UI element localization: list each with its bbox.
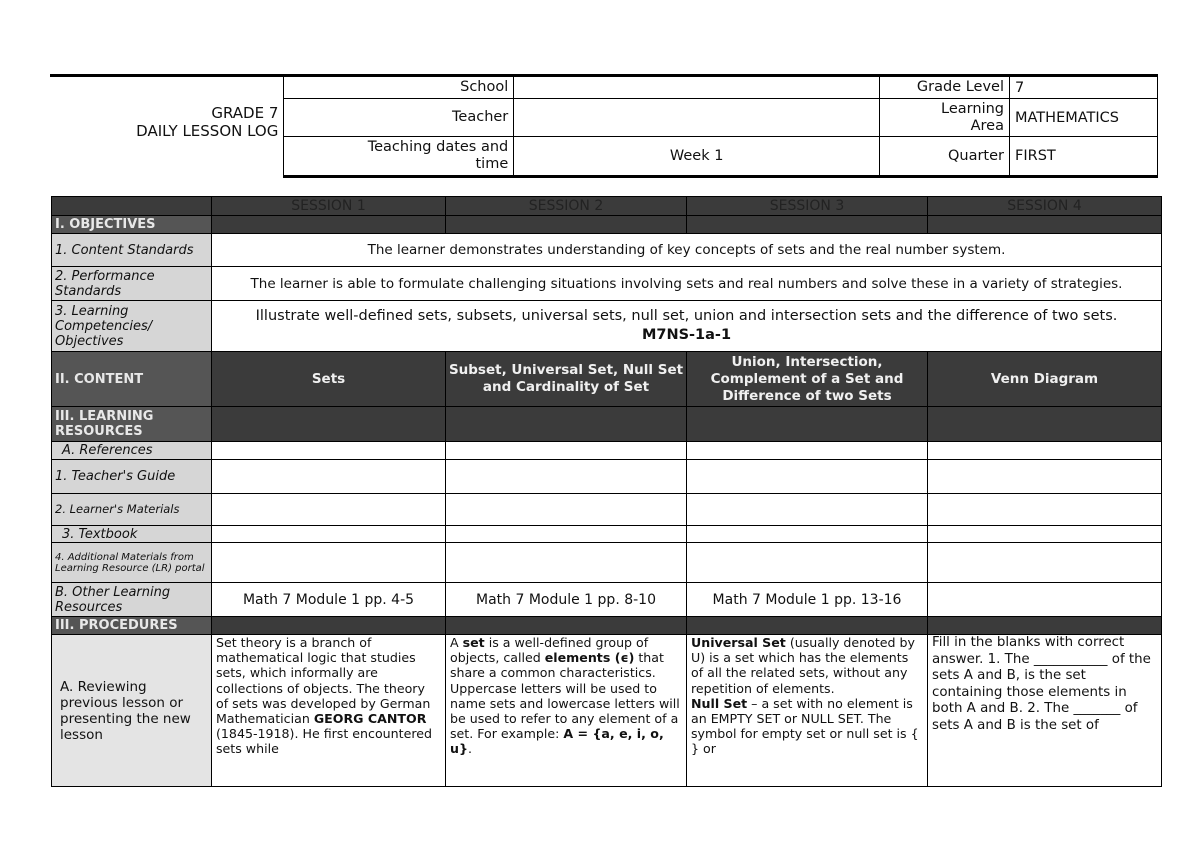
content-session-2: Subset, Universal Set, Null Set and Cardinality of Set [446, 352, 687, 407]
session-2-bold-example: A = {a, e, i, o, u} [450, 726, 664, 757]
other-resources-session-4 [928, 583, 1162, 617]
teaching-dates-label [284, 137, 514, 177]
textbook-row [52, 526, 1162, 543]
content-heading: II. CONTENT [52, 352, 212, 407]
review-session-1 [212, 635, 446, 787]
teaching-dates-label-2: time [475, 156, 509, 172]
dark-cell [212, 216, 446, 234]
empty-cell[interactable] [446, 442, 687, 460]
references-label: A. References [52, 442, 212, 460]
session-3-bold-universal: Universal Set [691, 635, 786, 650]
learning-resources-row [52, 407, 1162, 442]
competency-code: M7NS-1a-1 [641, 327, 732, 343]
title-line-2: DAILY LESSON LOG [136, 121, 279, 140]
grade-level-field[interactable]: 7 [1010, 76, 1158, 99]
teachers-guide-label: 1. Teacher's Guide [52, 460, 212, 494]
review-session-4 [928, 635, 1162, 787]
content-standards-text: The learner demonstrates understanding of key concepts of sets and the real number system. [212, 234, 1162, 267]
lesson-log-table [51, 196, 1162, 787]
performance-standards-text: The learner is able to formulate challenging situations involving sets and real numbers and solve these in a variety of strategies. [212, 267, 1162, 301]
performance-standards-row [52, 267, 1162, 301]
empty-cell[interactable] [928, 526, 1162, 543]
review-session-3 [687, 635, 928, 787]
session-4-text: Fill in the blanks with correct answer. 1. The ___________ of the sets A and B, is the set containing those elements in both A and B. 2. The _______ of sets A and B is the set of [932, 635, 1151, 733]
title-line-1: GRADE 7 [211, 103, 279, 122]
empty-cell[interactable] [687, 526, 928, 543]
session-1-header: SESSION 1 [212, 197, 446, 216]
content-session-1: Sets [212, 352, 446, 407]
session-2-text: A [450, 635, 463, 650]
learners-materials-row [52, 494, 1162, 526]
session-2-bold-elements: elements (ϵ) [544, 650, 635, 666]
empty-cell[interactable] [928, 543, 1162, 583]
textbook-label: 3. Textbook [52, 526, 212, 543]
dark-cell [687, 407, 928, 442]
competencies-cell [212, 301, 1162, 352]
empty-cell[interactable] [928, 442, 1162, 460]
empty-cell[interactable] [212, 442, 446, 460]
content-session-3: Union, Intersection, Complement of a Set and Difference of two Sets [687, 352, 928, 407]
school-label: School [284, 76, 514, 99]
performance-standards-label: 2. Performance Standards [52, 267, 212, 301]
empty-cell[interactable] [687, 460, 928, 494]
learning-area-field[interactable]: MATHEMATICS [1010, 99, 1158, 137]
other-resources-session-2: Math 7 Module 1 pp. 8-10 [446, 583, 687, 617]
quarter-label: Quarter [880, 137, 1010, 177]
procedures-heading: III. PROCEDURES [52, 617, 212, 635]
empty-cell[interactable] [446, 526, 687, 543]
teacher-field[interactable] [514, 99, 880, 137]
teaching-dates-label-1: Teaching dates and [367, 139, 509, 155]
competencies-label: 3. Learning Competencies/ Objectives [52, 301, 212, 352]
dark-cell [687, 216, 928, 234]
objectives-heading-row [52, 216, 1162, 234]
dark-cell [446, 407, 687, 442]
teacher-label: Teacher [284, 99, 514, 137]
grade-level-label: Grade Level [880, 76, 1010, 99]
learning-resources-heading: III. LEARNING RESOURCES [52, 407, 212, 442]
session-4-header: SESSION 4 [928, 197, 1162, 216]
header-table [50, 74, 1158, 178]
empty-cell[interactable] [212, 494, 446, 526]
additional-materials-label: 4. Additional Materials from Learning Resource (LR) portal [52, 543, 212, 583]
review-label: A. Reviewing previous lesson or presenting the new lesson [52, 635, 212, 787]
objectives-heading: I. OBJECTIVES [52, 216, 212, 234]
session-2-bold-set: set [462, 635, 485, 650]
content-standards-row [52, 234, 1162, 267]
dark-cell [212, 407, 446, 442]
other-resources-label: B. Other Learning Resources [52, 583, 212, 617]
learning-area-label-2: Area [970, 117, 1004, 134]
empty-cell[interactable] [212, 460, 446, 494]
empty-cell[interactable] [446, 460, 687, 494]
competencies-row [52, 301, 1162, 352]
dark-cell [446, 216, 687, 234]
procedures-heading-row [52, 617, 1162, 635]
review-session-2 [446, 635, 687, 787]
references-row [52, 442, 1162, 460]
empty-cell[interactable] [928, 460, 1162, 494]
additional-materials-row [52, 543, 1162, 583]
empty-cell[interactable] [687, 494, 928, 526]
other-resources-session-3: Math 7 Module 1 pp. 13-16 [687, 583, 928, 617]
dark-cell [928, 617, 1162, 635]
session-3-text: (usually denoted by U) is a set which has the elements of all the related sets, without any repetition of elements. [691, 635, 915, 696]
dark-cell [687, 617, 928, 635]
competencies-text: Illustrate well-defined sets, subsets, universal sets, null set, union and intersection sets and the difference of two sets. [255, 308, 1118, 324]
session-header-row [52, 197, 1162, 216]
session-2-text-end: . [467, 741, 472, 757]
dark-cell [928, 216, 1162, 234]
page-title [50, 76, 284, 177]
content-row [52, 352, 1162, 407]
empty-cell[interactable] [446, 494, 687, 526]
learning-area-label-1: Learning [941, 100, 1004, 117]
quarter-field[interactable]: FIRST [1010, 137, 1158, 177]
session-1-text: Set theory is a branch of mathematical logic that studies sets, which informally are collections of objects. The theory of sets was developed by German Mathematician [216, 635, 431, 727]
empty-cell[interactable] [212, 543, 446, 583]
dark-cell [928, 407, 1162, 442]
session-3-text-end: – a set with no element is an EMPTY SET or NULL SET. The symbol for empty set or null set is { } or [691, 695, 919, 757]
session-1-text-end: (1845-1918). He first encountered sets while [216, 726, 432, 757]
teachers-guide-row [52, 460, 1162, 494]
other-resources-session-1: Math 7 Module 1 pp. 4-5 [212, 583, 446, 617]
learning-area-label [880, 99, 1010, 137]
content-session-4: Venn Diagram [928, 352, 1162, 407]
corner-cell [52, 197, 212, 216]
session-2-text-rest: that share a common characteristics. Uppercase letters will be used to name sets and lowercase letters will be used to refer to any element of a set. For example: [450, 650, 680, 742]
content-standards-label: 1. Content Standards [52, 234, 212, 267]
dark-cell [446, 617, 687, 635]
empty-cell[interactable] [446, 543, 687, 583]
session-1-bold: GEORG CANTOR [313, 711, 427, 727]
review-row [52, 635, 1162, 787]
learners-materials-label: 2. Learner's Materials [52, 494, 212, 526]
session-3-header: SESSION 3 [687, 197, 928, 216]
empty-cell[interactable] [212, 526, 446, 543]
teaching-dates-field[interactable]: Week 1 [514, 137, 880, 177]
dark-cell [212, 617, 446, 635]
other-resources-row [52, 583, 1162, 617]
session-2-header: SESSION 2 [446, 197, 687, 216]
empty-cell[interactable] [928, 494, 1162, 526]
empty-cell[interactable] [687, 442, 928, 460]
session-2-text-mid: is a well-defined group of objects, called [450, 635, 649, 666]
school-field[interactable] [514, 76, 880, 99]
empty-cell[interactable] [687, 543, 928, 583]
session-3-bold-null: Null Set [691, 695, 748, 711]
